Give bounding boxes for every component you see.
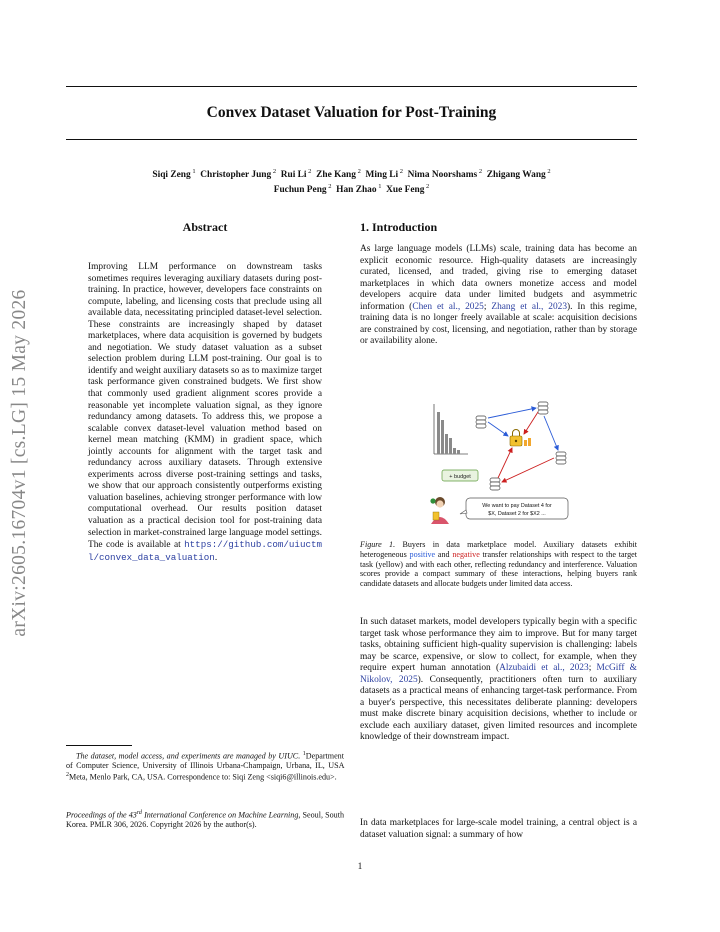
intro-paragraph-2: [360, 617, 637, 744]
author-affiliation: 1: [376, 183, 382, 191]
arxiv-sidebar-id: arXiv:2605.16704v1 [cs.LG] 15 May 2026: [9, 289, 30, 637]
p2-sep: ;: [588, 663, 597, 674]
p2-a: In such dataset markets, model developers typically begin with a specific target task whose performance they aim to improve. But for many target tasks, obtaining sufficient high-quality supervision is challenging: labels may be scarce, expensive, or slow to collect, for example, when they require expert human annotation (: [360, 617, 637, 674]
cite-zhang[interactable]: Zhang et al., 2023: [491, 301, 568, 312]
arrow-negative-3: [498, 448, 512, 478]
author-affiliation: 2: [398, 168, 403, 175]
figure-1-caption: [360, 540, 637, 589]
code-url-link[interactable]: https://github.com/uiuctml/convex_data_valuation: [88, 539, 322, 563]
abstract-heading: Abstract: [182, 220, 228, 234]
author-name: Han Zhao: [336, 185, 377, 196]
proc-b: International Conference on Machine Learning: [144, 810, 299, 820]
intro-paragraph-1: [360, 244, 637, 348]
bubble-line-2: $X, Dataset 2 for $X2 ...: [488, 511, 546, 517]
paper-title: Convex Dataset Valuation for Post-Training: [206, 104, 497, 121]
p1-b: ). In this regime, training data is no longer freely available at scale: acquisition decisions are constrained by cost, licensing, and negotiation, rather than by storage or availability alone.: [360, 301, 637, 347]
bubble-line-1: We want to pay Dataset 4 for: [482, 503, 552, 509]
dataset-icon-2: [538, 402, 548, 414]
proc-c: , Seoul, South Korea. PMLR 306, 2026. Copyright 2026 by the author(s).: [66, 810, 344, 830]
author-list: [66, 166, 637, 196]
p1-sep: ;: [483, 301, 492, 312]
caption-positive: positive: [409, 549, 436, 559]
caption-label: Figure 1.: [360, 540, 396, 549]
caption-negative: negative: [452, 549, 480, 559]
abstract-text: Improving LLM performance on downstream tasks sometimes requires leveraging auxiliary datasets during post-training. In practice, however, developers face constraints on compute, labeling, and licensing costs that preclude using all available data, necessitating principled dataset-level selection. These constraints are increasingly shaped by dataset marketplaces, where data acquisition is governed by budgets and negotiation. We study dataset valuation as a subset selection problem during LLM post-training. Our goal is to identify and weight auxiliary datasets so as to maximize target task performance given constrained budgets. We first show that commonly used gradient alignment scores provide a reasonable yet incomplete valuation signal, as they ignore redundancy among datasets. To address this, we propose a scalable convex dataset-level valuation method based on kernel mean matching (KMM) in gradient space, which jointly accounts for alignment with the target task and redundancy across auxiliary datasets. Through extensive experiments across diverse post-training settings and tasks, we show that our approach consistently outperforms existing valuation baselines, achieving stronger performance with low computational overhead. Our results position dataset valuation as a practical decision tool for post-training data selection in market-constrained large language model settings. The code is available at: [88, 262, 322, 551]
proc-a: Proceedings of the: [66, 810, 127, 820]
figure-1-illustration: [420, 398, 620, 526]
caption-mid: and: [435, 549, 453, 559]
abstract-body: [88, 262, 322, 564]
author-name: Fuchun Peng: [273, 185, 327, 196]
arrow-positive-2: [488, 408, 536, 418]
proceedings-note: [66, 809, 344, 830]
cite-chen[interactable]: Chen et al., 2025: [412, 301, 484, 312]
p3-text: In data marketplaces for large-scale model training, a central object is a dataset valuation signal: a summary of how: [360, 818, 637, 840]
fn-italic: The dataset, model access, and experiments are managed by UIUC.: [76, 751, 301, 761]
affiliation-footnote: The dataset, model access, and experiments are managed by UIUC. $^1$Department of Computer Science, University of Illinois Urbana-Champaign, Urbana, IL, USA $^2$Meta, Menlo Park, CA, USA. Correspondence to: Siqi Zeng <siqi6@illinois.edu>.: [66, 751, 344, 782]
proc-sup: rd: [136, 810, 142, 816]
p1-a: As large language models (LLMs) scale, training data has become an explicit economic resource. High-quality datasets are increasingly curated, licensed, and traded, giving rise to emerging dataset marketplaces in which data owners monetize access and model developers acquire data under limited budgets and asymmetric information (: [360, 244, 637, 312]
author-line-1: [66, 166, 637, 181]
budget-box: [442, 470, 478, 481]
intro-heading: 1. Introduction: [360, 220, 438, 234]
author-affiliation: 1: [190, 168, 196, 175]
arrow-positive-1: [488, 422, 508, 436]
author-name: Ming Li: [365, 170, 399, 181]
fn-affil2: Meta, Menlo Park, CA, USA. Correspondence to: Siqi Zeng <siqi6@illinois.edu>.: [69, 772, 337, 782]
dataset-icon-1: [476, 416, 486, 428]
cite-mcgiff[interactable]: McGiff & Nikolov, 2025: [360, 663, 637, 685]
author-name: Xue Feng: [386, 185, 425, 196]
author-line-2: [66, 181, 637, 196]
author-affiliation: 2: [545, 168, 551, 175]
cite-alzubaidi[interactable]: Alzubaidi et al., 2023: [499, 663, 589, 674]
dataset-icon-3: [556, 452, 566, 464]
author-affiliation: 2: [477, 168, 483, 175]
budget-label: + budget: [449, 474, 471, 480]
author-affiliation: 2: [271, 168, 277, 175]
caption-b: transfer relationships with respect to the target task (yellow) and with each other, reflecting redundancy and interference. Valuation scores provide a compact summary of these interactions, helping buyers rank candidate datasets and allocate budgets under limited data access.: [360, 549, 637, 589]
mini-bar-chart-icon: [434, 404, 468, 454]
abstract-end: .: [214, 552, 218, 563]
speech-bubble: [460, 498, 568, 519]
dataset-icon-4: [490, 478, 500, 490]
top-rule: [66, 86, 637, 87]
arrow-negative-1: [524, 412, 538, 434]
author-affiliation: 2: [306, 168, 312, 175]
author-name: Christopher Jung: [200, 170, 272, 181]
fn-affil1: Department of Computer Science, University of Illinois Urbana-Champaign, Urbana, IL, USA: [66, 751, 344, 771]
intro-paragraph-3: [360, 818, 637, 841]
author-name: Nima Noorshams: [407, 170, 478, 181]
author-affiliation: 2: [326, 183, 332, 191]
author-affiliation: 2: [424, 183, 430, 191]
author-name: Siqi Zeng: [152, 170, 191, 181]
buyer-person-icon: [430, 497, 449, 524]
title-rule: [66, 139, 637, 140]
arrow-negative-2: [502, 458, 554, 482]
author-affiliation: 2: [355, 168, 361, 175]
author-name: Zhigang Wang: [486, 170, 546, 181]
target-task-lock-icon: [510, 430, 531, 447]
arrow-positive-3: [544, 416, 558, 450]
footnote-rule: [66, 745, 132, 746]
author-name: Zhe Kang: [316, 170, 356, 181]
proc-ordinal: 43: [128, 810, 137, 820]
caption-a: Buyers in data marketplace model. Auxiliary datasets exhibit heterogeneous: [360, 540, 637, 559]
page-number: 1: [357, 862, 363, 872]
p2-b: ). Consequently, practitioners often turn to auxiliary datasets as a practical means of enhancing target-task performance. From a buyer's perspective, this necessitates deliberate planning: developers must make discrete binary acquisition decisions, whether to include or exclude each auxiliary dataset, given limited resources and incomplete knowledge of their downstream impact.: [360, 674, 637, 743]
author-name: Rui Li: [280, 170, 307, 181]
